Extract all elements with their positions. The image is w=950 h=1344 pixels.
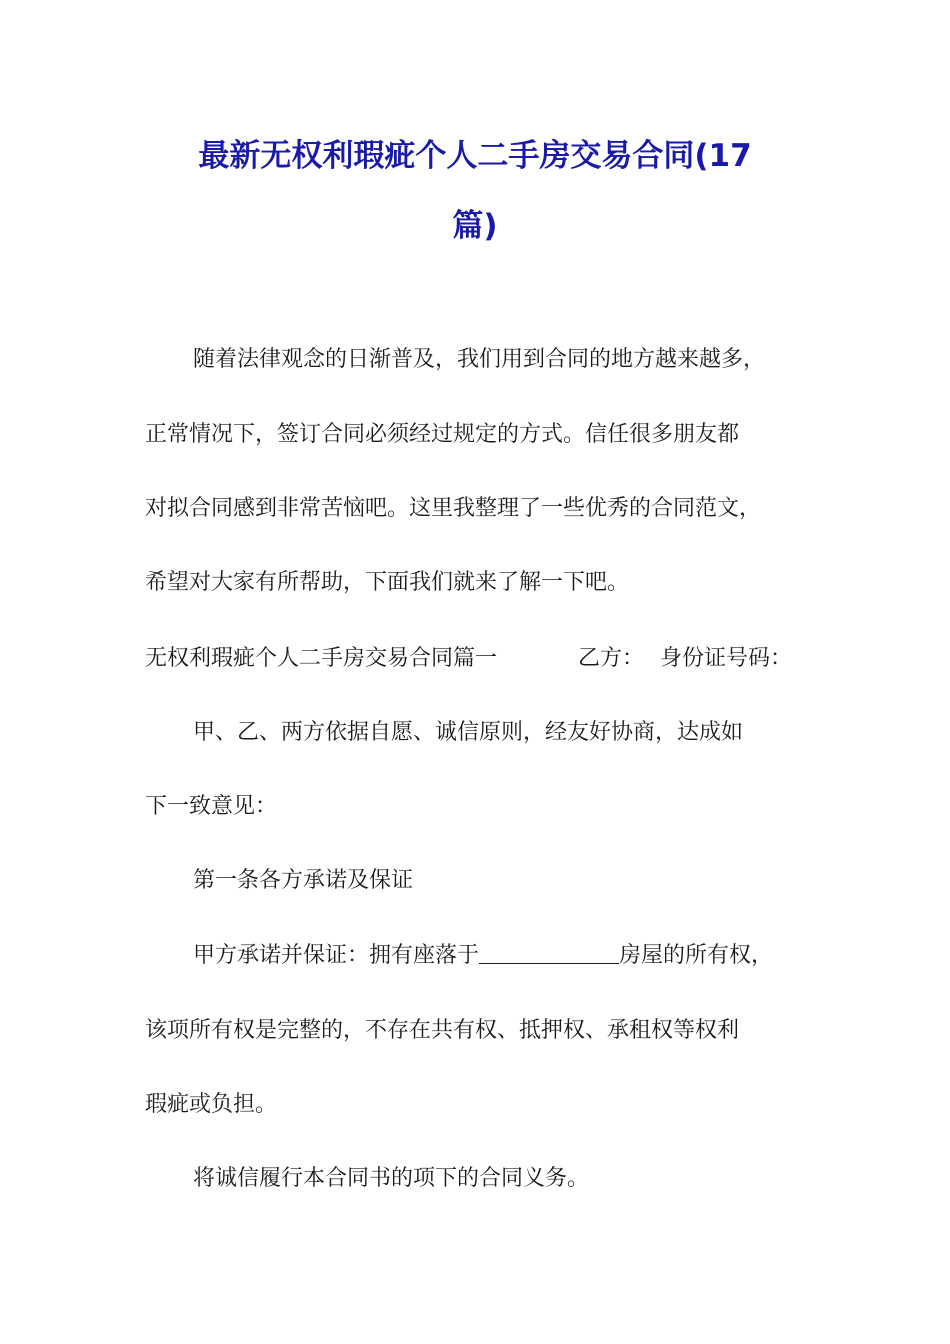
party-b-label: 乙方：: [578, 646, 645, 671]
section-heading-text: 无权利瑕疵个人二手房交易合同篇一: [145, 646, 498, 671]
intro-line-1: 随着法律观念的日渐普及，我们用到合同的地方越来越多，: [193, 347, 766, 372]
agreement-line-2: 下一致意见：: [145, 794, 278, 819]
article-1-p1-line3: 瑕疵或负担。: [145, 1092, 278, 1117]
article-1-paragraph-1: [193, 941, 773, 971]
article-1-p1-line2: 该项所有权是完整的，不存在共有权、抵押权、承租权等权利: [145, 1018, 740, 1043]
intro-line-3: 对拟合同感到非常苦恼吧。这里我整理了一些优秀的合同范文，: [145, 496, 762, 521]
article-1-p1-before: 甲方承诺并保证：拥有座落于: [193, 943, 480, 968]
document-title-line1: 最新无权利瑕疵个人二手房交易合同(17: [198, 138, 752, 174]
intro-line-4: 希望对大家有所帮助，下面我们就来了解一下吧。: [145, 570, 630, 595]
document-title-line2: 篇): [452, 208, 498, 244]
id-number-label: 身份证号码：: [660, 646, 793, 671]
section-heading: [145, 644, 497, 674]
agreement-line-1: 甲、乙、两方依据自愿、诚信原则，经友好协商，达成如: [193, 720, 744, 745]
intro-line-2: 正常情况下，签订合同必须经过规定的方式。信任很多朋友都: [145, 422, 740, 447]
article-1-paragraph-2: 将诚信履行本合同书的项下的合同义务。: [193, 1166, 590, 1191]
address-blank-line: [479, 941, 619, 964]
article-1-heading: 第一条各方承诺及保证: [193, 868, 414, 893]
article-1-p1-after: 房屋的所有权，: [619, 943, 774, 968]
